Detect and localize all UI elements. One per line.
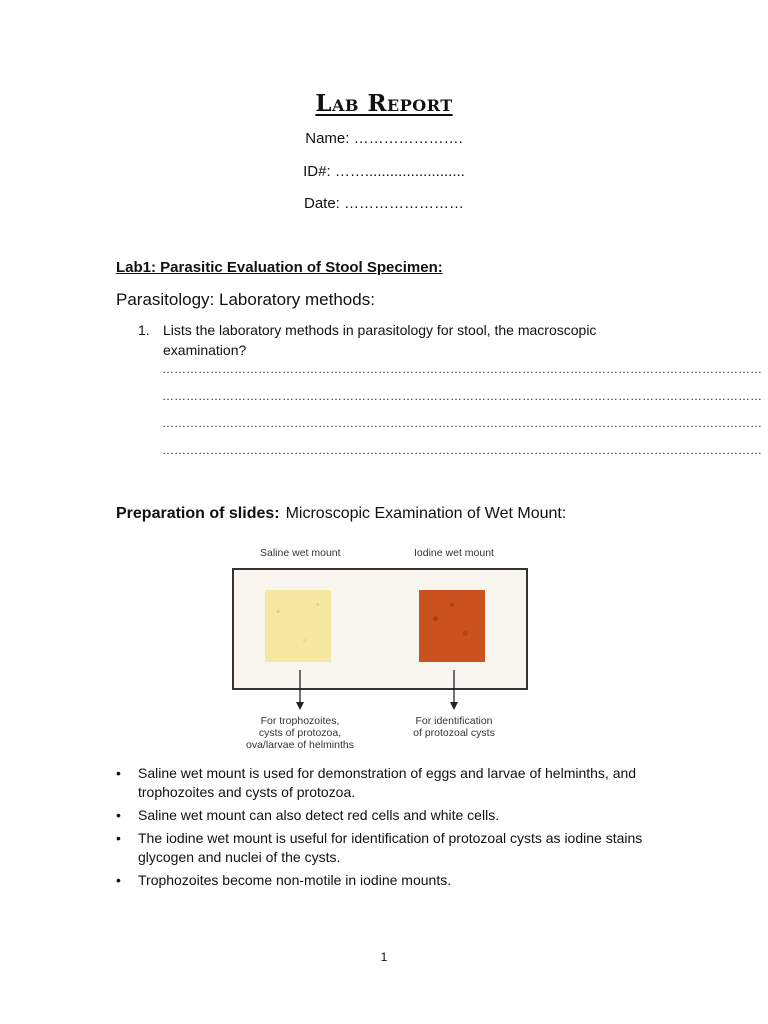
answer-line: …………………………………………………………………………………………………………………………………… <box>162 362 762 376</box>
bullet-marker: • <box>116 807 121 823</box>
saline-caption-line: cysts of protozoa, <box>258 727 342 739</box>
saline-arrowhead <box>296 702 304 710</box>
preparation-bold-label: Preparation of slides: <box>116 505 280 522</box>
preparation-text: Microscopic Examination of Wet Mount: <box>285 505 567 522</box>
name-field-line: Name: …………………. <box>305 130 463 147</box>
page-title: Lab Report <box>315 90 453 117</box>
iodine-mount-label: Iodine wet mount <box>414 547 494 559</box>
question-number: 1. <box>138 322 150 338</box>
bullet-marker: • <box>116 830 121 846</box>
date-field-line: Date: …………………… <box>303 195 465 212</box>
iodine-caption-line: of protozoal cysts <box>413 727 495 739</box>
bullet-item <box>116 764 656 802</box>
answer-line: …………………………………………………………………………………………………………………………………… <box>162 389 762 403</box>
page-number: 1 <box>380 950 388 964</box>
bullet-marker: • <box>116 872 121 888</box>
bullet-item <box>116 871 656 890</box>
answer-line: …………………………………………………………………………………………………………………………………… <box>162 416 762 430</box>
section-subheading: Parasitology: Laboratory methods: <box>116 290 375 309</box>
bullet-text: The iodine wet mount is useful for identification of protozoal cysts as iodine stains glycogen and nuclei of the cysts. <box>138 830 643 865</box>
saline-mount-label: Saline wet mount <box>260 547 341 559</box>
id-field-line: ID#: ……........................ <box>303 163 465 180</box>
bullet-text: Saline wet mount can also detect red cells and white cells. <box>138 807 500 823</box>
bullet-list <box>116 764 656 894</box>
question-text: Lists the laboratory methods in parasitology for stool, the macroscopic examination? <box>163 322 597 358</box>
answer-line: …………………………………………………………………………………………………………………………………… <box>162 443 762 457</box>
saline-caption <box>235 715 365 751</box>
bullet-marker: • <box>116 765 121 781</box>
bullet-item <box>116 806 656 825</box>
iodine-caption <box>389 715 519 739</box>
bullet-text: Saline wet mount is used for demonstration of eggs and larvae of helminths, and trophozoites and cysts of protozoa. <box>138 765 637 800</box>
iodine-arrowhead <box>450 702 458 710</box>
bullet-item <box>116 829 656 867</box>
lab-heading: Lab1: Parasitic Evaluation of Stool Specimen: <box>116 259 443 276</box>
bullet-text: Trophozoites become non-motile in iodine mounts. <box>138 872 452 888</box>
iodine-caption-line: For identification <box>415 715 493 727</box>
saline-caption-line: For trophozoites, <box>260 715 340 727</box>
saline-caption-line: ova/larvae of helminths <box>246 739 354 751</box>
preparation-heading <box>116 505 566 523</box>
wet-mount-figure <box>230 545 530 755</box>
